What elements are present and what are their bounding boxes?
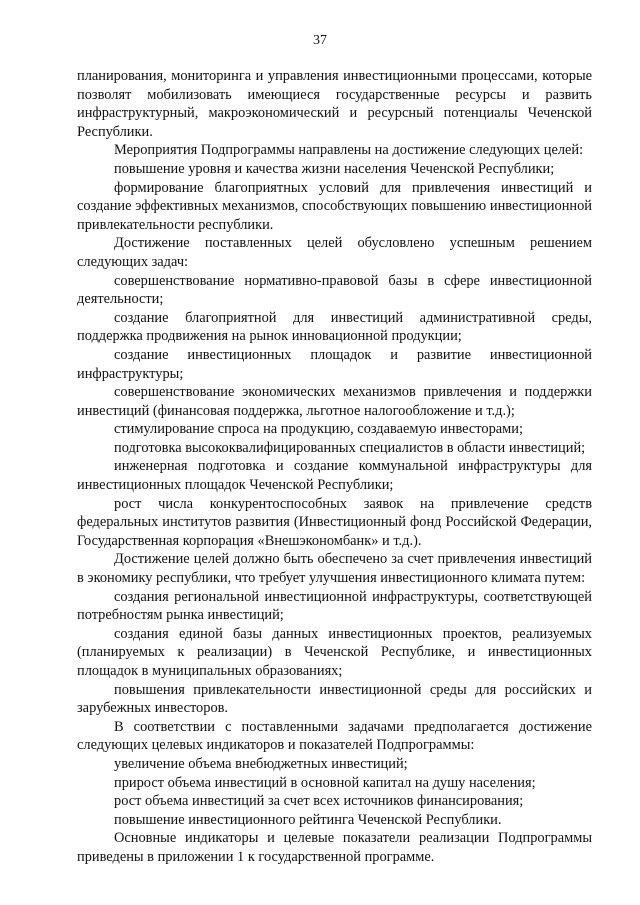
paragraph: стимулирование спроса на продукцию, создаваемую инвесторами; (114, 421, 523, 438)
paragraph: инженерная подготовка и создание коммунальной инфраструктуры для инвестиционных площадок Чеченской Республики; (77, 458, 592, 494)
paragraph: создание инвестиционных площадок и развитие инвестиционной инфраструктуры; (77, 346, 592, 382)
paragraph: создание благоприятной для инвестиций административной среды, поддержка продвижения на рынок инновационной продукции; (77, 309, 592, 345)
paragraph: совершенствование экономических механизмов привлечения и поддержки инвестиций (финансовая поддержка, льготное налогообложение и т.д.); (77, 384, 592, 419)
paragraph: Достижение поставленных целей обусловлено успешным решением следующих задач: (77, 235, 592, 270)
paragraph: подготовка высококвалифицированных специалистов в области инвестиций; (114, 439, 586, 456)
paragraph: прирост объема инвестиций в основной капитал на душу населения; (114, 774, 536, 791)
paragraph: создания единой базы данных инвестиционных проектов, реализуемых (планируемых к реализации) в Чеченской Республике, и инвестиционных площадок в муниципальных образованиях; (77, 625, 592, 679)
paragraph: рост числа конкурентоспособных заявок на привлечение средств федеральных институтов развития (Инвестиционный фонд Российской Федерации, Государственная корпорация «Внешэкономбанк» и т.д.). (77, 495, 592, 549)
paragraph: планирования, мониторинга и управления инвестиционными процессами, которые позволят мобилизовать имеющиеся государственные ресурсы и развить инфраструктурный, макроэкономический и ресурсный потенциалы Чеченской Республики. (77, 68, 592, 140)
document-body (77, 67, 592, 867)
paragraph: рост объема инвестиций за счет всех источников финансирования; (114, 793, 524, 810)
paragraph: Мероприятия Подпрограммы направлены на достижение следующих целей: (114, 142, 584, 159)
paragraph: формирование благоприятных условий для привлечения инвестиций и создание эффективных механизмов, способствующих повышению инвестиционной привлекательности республики. (77, 179, 592, 233)
paragraph: Достижение целей должно быть обеспечено за счет привлечения инвестиций в экономику республики, что требует улучшения инвестиционного климата путем: (77, 551, 592, 587)
paragraph: повышение инвестиционного рейтинга Чеченской Республики. (114, 811, 502, 828)
paragraph: совершенствование нормативно-правовой базы в сфере инвестиционной деятельности; (77, 272, 592, 308)
paragraph: создания региональной инвестиционной инфраструктуры, соответствующей потребностям рынка инвестиций; (77, 588, 592, 624)
paragraph: повышения привлекательности инвестиционной среды для российских и зарубежных инвесторов. (77, 681, 592, 717)
paragraph: повышение уровня и качества жизни населения Чеченской Республики; (114, 160, 555, 177)
page-number: 37 (313, 33, 327, 48)
paragraph: В соответствии с поставленными задачами предполагается достижение следующих целевых индикаторов и показателей Подпрограммы: (77, 718, 592, 754)
paragraph: Основные индикаторы и целевые показатели реализации Подпрограммы приведены в приложении 1 к государственной программе. (77, 830, 592, 865)
paragraph: увеличение объема внебюджетных инвестиций; (114, 755, 408, 772)
